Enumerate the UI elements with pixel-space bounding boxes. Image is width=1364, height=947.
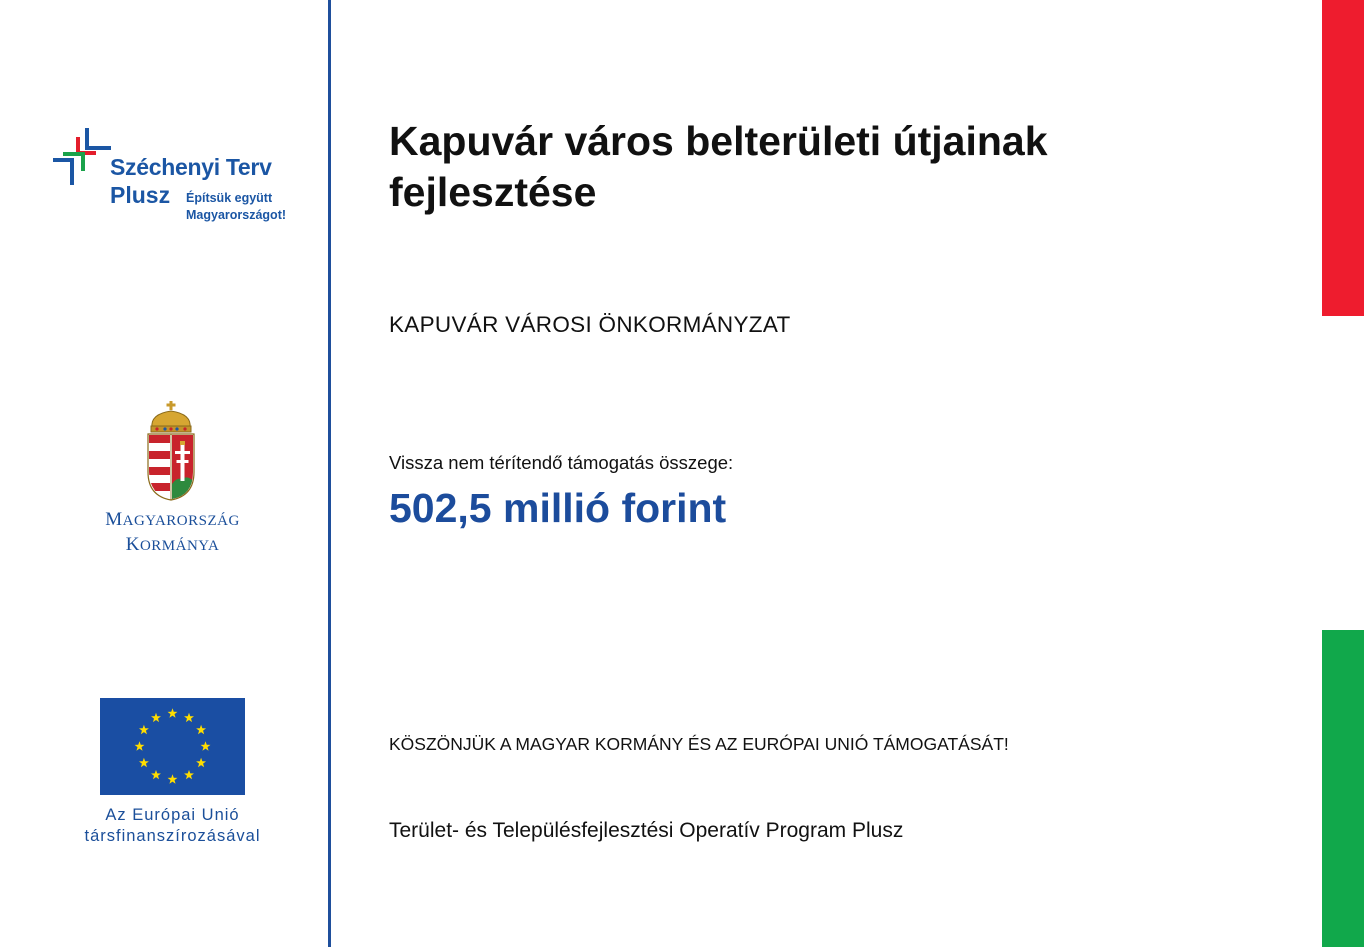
support-amount-value: 502,5 millió forint bbox=[389, 485, 727, 531]
eu-star-icon bbox=[139, 725, 149, 734]
szechenyi-title: Széchenyi Terv bbox=[110, 154, 272, 180]
beneficiary-name: KAPUVÁR VÁROSI ÖNKORMÁNYZAT bbox=[389, 312, 791, 337]
government-label-line2: KORMÁNYA bbox=[125, 534, 220, 555]
szechenyi-terv-logo bbox=[52, 127, 312, 227]
project-title-line2: fejlesztése bbox=[389, 169, 597, 215]
project-title-line1: Kapuvár város belterületi útjainak bbox=[389, 118, 1048, 164]
eu-star-icon bbox=[151, 770, 161, 779]
flag-stripe-red bbox=[1322, 0, 1364, 316]
eu-flag-icon bbox=[100, 698, 245, 795]
eu-cofinancing-label bbox=[0, 805, 345, 847]
szechenyi-subtitle: Plusz bbox=[110, 182, 171, 208]
eu-star-icon bbox=[151, 713, 161, 722]
vertical-divider bbox=[328, 0, 331, 947]
program-name: Terület- és Településfejlesztési Operatív Program Plusz bbox=[389, 819, 904, 842]
eu-star-icon bbox=[168, 774, 178, 783]
eu-star-icon bbox=[139, 758, 149, 767]
eu-label-line2: társfinanszírozásával bbox=[84, 827, 261, 845]
thanks-message: KÖSZÖNJÜK A MAGYAR KORMÁNY ÉS AZ EURÓPAI UNIÓ TÁMOGATÁSÁT! bbox=[389, 734, 1009, 754]
government-label bbox=[0, 508, 345, 558]
szechenyi-slogan-line2: Magyarországot! bbox=[186, 208, 287, 222]
szechenyi-slogan-line1: Építsük együtt bbox=[186, 191, 273, 205]
government-label-line1: MAGYARORSZÁG bbox=[105, 509, 240, 530]
eu-label-line1: Az Európai Unió bbox=[105, 806, 240, 824]
eu-star-icon bbox=[184, 770, 194, 779]
eu-stars-circle bbox=[100, 698, 245, 795]
eu-star-icon bbox=[184, 713, 194, 722]
flag-stripe-green bbox=[1322, 630, 1364, 947]
eu-star-icon bbox=[196, 758, 206, 767]
szechenyi-slogan bbox=[186, 190, 286, 224]
logo-column bbox=[0, 0, 328, 947]
eu-star-icon bbox=[135, 741, 145, 750]
project-title bbox=[389, 116, 1289, 218]
eu-star-icon bbox=[196, 725, 206, 734]
eu-star-icon bbox=[201, 741, 211, 750]
hungarian-coat-of-arms-icon bbox=[142, 400, 200, 502]
szechenyi-cross-icon bbox=[52, 127, 112, 187]
support-amount-label: Vissza nem térítendő támogatás összege: bbox=[389, 452, 734, 473]
eu-star-icon bbox=[168, 708, 178, 717]
